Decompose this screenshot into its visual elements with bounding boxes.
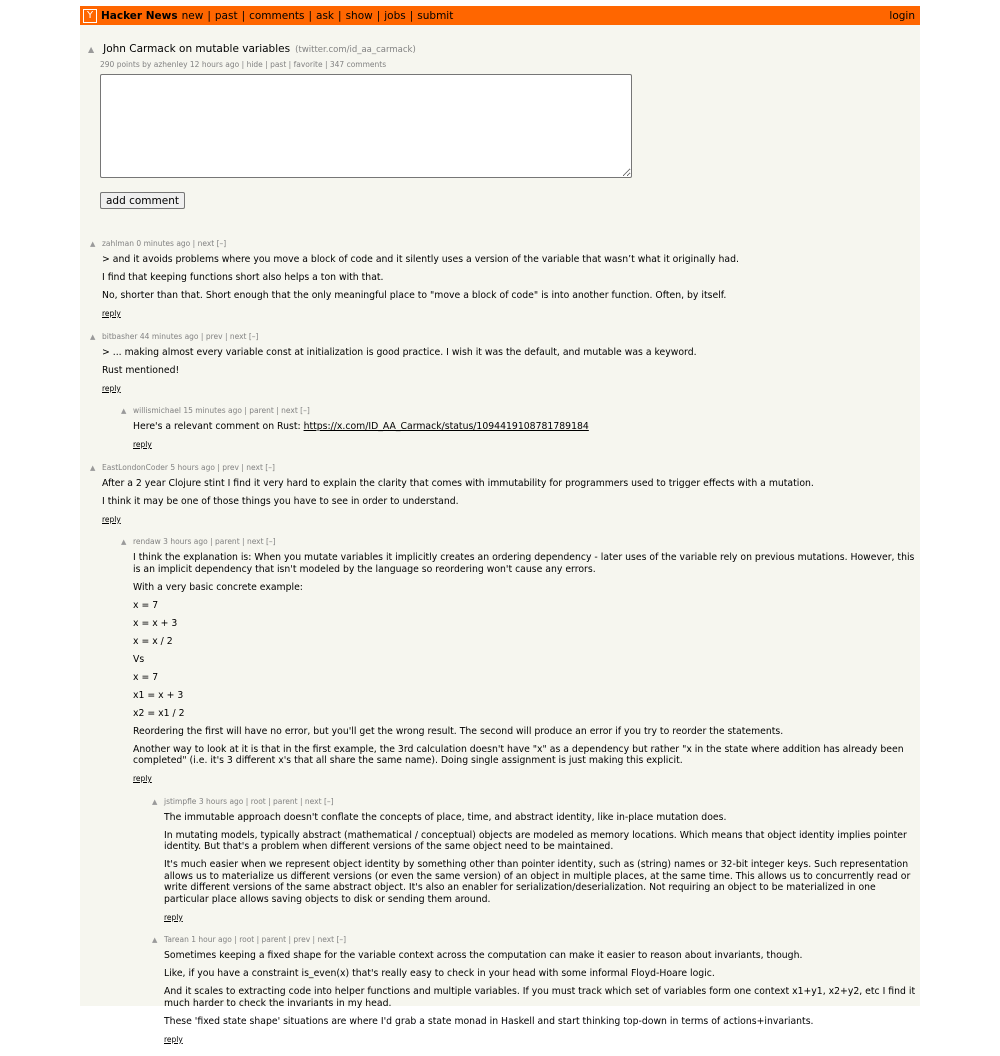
comment xyxy=(90,238,916,320)
story-by: by xyxy=(142,60,152,69)
nav-past[interactable]: past xyxy=(214,9,238,22)
separator: | xyxy=(254,935,262,944)
reply-link[interactable]: reply xyxy=(133,774,152,783)
separator: | xyxy=(286,935,294,944)
comment-link-next[interactable]: next xyxy=(246,537,264,546)
comment-body xyxy=(133,421,916,451)
comment-age[interactable]: 0 minutes ago xyxy=(136,239,191,248)
comment-paragraph: I think the explanation is: When you mutate variables it implicitly creates an ordering dependency - later uses of the variable rely on previous mutations. However, this is an implicit dependency that isn't modeled by the language so reordering won't cause any errors. xyxy=(133,552,915,575)
top-bar xyxy=(80,6,920,25)
comment-link-parent[interactable]: parent xyxy=(273,796,298,806)
comment-user[interactable]: jstimpfle xyxy=(164,796,197,806)
comment-paragraph: x2 = x1 / 2 xyxy=(133,707,185,719)
comment-age[interactable]: 1 hour ago xyxy=(191,935,232,944)
comment-link-next[interactable]: next xyxy=(281,406,298,415)
comment-header xyxy=(152,934,916,946)
separator: | xyxy=(190,239,198,248)
comment-link-root[interactable]: root xyxy=(250,796,266,806)
comment-paragraph: x = 7 xyxy=(133,671,159,683)
site-name[interactable]: Hacker News xyxy=(101,9,178,22)
comment-body xyxy=(102,478,916,526)
comment-user[interactable]: rendaw xyxy=(133,537,161,546)
comment-paragraph: > ... making almost every variable const at initialization is good practice. I wish it was the default, and mutable was a keyword. xyxy=(102,346,697,358)
comment-paragraph: Sometimes keeping a fixed shape for the variable context across the computation can make it easier to reason about invariants, though. xyxy=(164,950,803,961)
comment-age[interactable]: 15 minutes ago xyxy=(183,406,242,415)
comment-paragraph: And it scales to extracting code into helper functions and multiple variables. If you must track which set of variables form one context x1+y1, x2+y2, etc I find it much harder to check the invariants in my head. xyxy=(164,986,916,1009)
comment xyxy=(121,536,916,785)
upvote-icon[interactable]: ▲ xyxy=(152,797,158,806)
comment-user[interactable]: bitbasher xyxy=(102,331,138,341)
upvote-icon[interactable]: ▲ xyxy=(90,463,96,472)
comment-link-next[interactable]: next xyxy=(229,331,247,341)
comment-paragraph: After a 2 year Clojure stint I find it very hard to explain the clarity that comes with immutability for programmers used to trigger effects with a mutation. xyxy=(102,477,814,489)
comment-link-prev[interactable]: prev xyxy=(205,331,223,341)
comment-paragraph: These 'fixed state shape' situations are where I'd grab a state monad in Haskell and start thinking top-down in terms of actions+invariants. xyxy=(164,1015,814,1027)
comment-paragraph: x = 7 xyxy=(133,599,159,611)
comment-paragraph: Rust mentioned! xyxy=(102,364,180,376)
comment-paragraph: Vs xyxy=(133,653,145,665)
story-link-favorite[interactable]: favorite xyxy=(293,60,323,69)
comment-age[interactable]: 3 hours ago xyxy=(198,796,244,806)
comment-link-next[interactable]: next xyxy=(317,935,335,944)
reply-link[interactable]: reply xyxy=(133,440,152,449)
separator: | xyxy=(207,537,216,546)
page xyxy=(80,6,920,1044)
comment-link-parent[interactable]: parent xyxy=(249,406,274,415)
comment-body xyxy=(102,254,916,320)
upvote-icon[interactable]: ▲ xyxy=(121,407,127,415)
nav-separator: | xyxy=(376,9,381,22)
separator: | xyxy=(243,796,251,806)
comment xyxy=(90,331,916,395)
comment-user[interactable]: zahlman xyxy=(102,239,135,248)
story-link-past[interactable]: past xyxy=(270,60,287,69)
reply-link[interactable]: reply xyxy=(164,1034,183,1044)
collapse-toggle[interactable]: [–] xyxy=(336,935,347,944)
comment-paragraph: No, shorter than that. Short enough that the only meaningful place to "move a block of code" is into another function. Often, by itself. xyxy=(102,290,727,301)
comment-header xyxy=(121,405,916,417)
reply-link[interactable]: reply xyxy=(102,309,121,318)
separator: | xyxy=(241,60,247,69)
upvote-icon[interactable]: ▲ xyxy=(121,538,127,546)
comment-paragraph: x = x / 2 xyxy=(133,635,173,647)
login-link[interactable]: login xyxy=(889,9,915,22)
story-points: 290 points xyxy=(100,60,140,69)
separator: | xyxy=(241,406,250,415)
comment xyxy=(152,796,916,924)
comment xyxy=(152,934,916,1045)
separator: | xyxy=(297,796,305,806)
comment-header xyxy=(90,331,916,343)
reply-link[interactable]: reply xyxy=(102,383,121,393)
comment-textarea[interactable] xyxy=(100,74,632,178)
comment-link-prev[interactable]: prev xyxy=(293,935,311,944)
comment-user[interactable]: Tarean xyxy=(164,935,189,944)
story-links xyxy=(242,60,387,69)
comment-paragraph: I think it may be one of those things you have to see in order to understand. xyxy=(102,495,459,507)
nav-separator: | xyxy=(308,9,313,22)
nav-jobs[interactable]: jobs xyxy=(384,9,406,22)
separator: | xyxy=(262,60,271,69)
separator: | xyxy=(198,331,206,341)
nav-ask[interactable]: ask xyxy=(316,9,335,22)
comment-paragraph: With a very basic concrete example: xyxy=(133,581,303,593)
separator: | xyxy=(310,935,318,944)
comment-link-root[interactable]: root xyxy=(239,935,255,944)
comment-paragraph: Another way to look at it is that in the first example, the 3rd calculation doesn't have "x" as a dependency but rather "x in the state where addition has already been completed" (i.e. it's 3 different x's that all share the same name). Doing single assignment is just making this explicit. xyxy=(133,743,904,766)
separator: | xyxy=(238,462,247,472)
comment xyxy=(90,462,916,526)
separator: | xyxy=(273,406,282,415)
comment-paragraph: In mutating models, typically abstract (mathematical / conceptual) objects are modeled as memory locations. Which means that object identity implies pointer identity. But that's a problem when different versions of the same object need to be maintained. xyxy=(164,829,907,852)
comment-header xyxy=(121,536,916,548)
story-link-hide[interactable]: hide xyxy=(246,60,263,69)
upvote-icon[interactable]: ▲ xyxy=(90,332,96,341)
comment-age[interactable]: 3 hours ago xyxy=(163,537,208,546)
story-subline xyxy=(100,60,416,69)
comment-link-next[interactable]: next xyxy=(246,462,263,472)
comment-paragraph: > and it avoids problems where you move a block of code and it silently uses a version of the variable that wasn’t what it originally had. xyxy=(102,254,739,265)
comment-body xyxy=(164,950,916,1045)
comment-body xyxy=(102,347,916,395)
nav-separator: | xyxy=(241,9,246,22)
nav-separator: | xyxy=(409,9,414,22)
comment-age[interactable]: 5 hours ago xyxy=(170,462,215,472)
story-age[interactable]: 12 hours ago xyxy=(189,60,240,69)
separator: | xyxy=(286,60,294,69)
collapse-toggle[interactable]: [–] xyxy=(323,796,334,806)
upvote-icon[interactable]: ▲ xyxy=(152,936,158,944)
comment-header xyxy=(90,238,916,250)
comment-paragraph: The immutable approach doesn't conflate the concepts of place, time, and abstract identity, like in-place mutation does. xyxy=(164,811,727,823)
comment-paragraph: x1 = x + 3 xyxy=(133,689,184,701)
nav-new[interactable]: new xyxy=(181,9,204,22)
collapse-toggle[interactable]: [–] xyxy=(265,537,276,546)
separator: | xyxy=(231,935,240,944)
story-link-347-comments[interactable]: 347 comments xyxy=(329,60,387,69)
collapse-toggle[interactable]: [–] xyxy=(248,331,259,341)
comment-link-prev[interactable]: prev xyxy=(222,462,239,472)
comment-paragraph: Here's a relevant comment on Rust: https://x.com/ID_AA_Carmack/status/1094419108781789184 xyxy=(133,421,589,432)
comment-header xyxy=(90,462,916,474)
separator: | xyxy=(222,331,230,341)
logo[interactable]: Y xyxy=(83,9,97,23)
comment-link-parent[interactable]: parent xyxy=(215,537,240,546)
story-user[interactable]: azhenley xyxy=(153,60,188,69)
separator: | xyxy=(322,60,330,69)
comment-paragraph: I find that keeping functions short also helps a ton with that. xyxy=(102,272,384,283)
comment-link-next[interactable]: next xyxy=(197,239,215,248)
comment-header xyxy=(152,796,916,808)
comment-external-link[interactable]: https://x.com/ID_AA_Carmack/status/1094419108781789184 xyxy=(303,421,589,432)
reply-link[interactable]: reply xyxy=(102,514,121,524)
comment-paragraph: It's much easier when we represent object identity by something other than pointer identity, such as (string) names or 32-bit integer keys. Such representation allows us to materialize us different versions (or even the same version) of an object in multiple places, at the same time. This allows us to concurrently read or write different versions of the same abstract object. It's also an enabler for serialization/deserialization. Not requiring an object to be materialized in one particular place allows saving objects to disk or sending them around. xyxy=(164,859,911,905)
comment-age[interactable]: 44 minutes ago xyxy=(139,331,199,341)
comment-user[interactable]: willismichael xyxy=(133,406,181,415)
separator: | xyxy=(265,796,274,806)
reply-link[interactable]: reply xyxy=(164,912,183,922)
story-title[interactable]: John Carmack on mutable variables xyxy=(103,43,291,55)
comment xyxy=(121,405,916,451)
collapse-toggle[interactable]: [–] xyxy=(265,462,275,472)
comment-paragraph: Reordering the first will have no error, but you'll get the wrong result. The second will produce an error if you try to reorder the statements. xyxy=(133,725,784,737)
comment-paragraph: Like, if you have a constraint is_even(x) that's really easy to check in your head with some informal Floyd-Hoare logic. xyxy=(164,968,715,979)
nav-show[interactable]: show xyxy=(345,9,373,22)
comment-link-next[interactable]: next xyxy=(304,796,322,806)
collapse-toggle[interactable]: [–] xyxy=(216,239,227,248)
comment-paragraph: x = x + 3 xyxy=(133,617,178,629)
add-comment-button[interactable]: add comment xyxy=(100,192,185,209)
comment-body xyxy=(133,552,916,785)
separator: | xyxy=(214,462,223,472)
comment-link-parent[interactable]: parent xyxy=(261,935,287,944)
nav-separator: | xyxy=(338,9,342,22)
nav-separator: | xyxy=(207,9,211,22)
comment-tree xyxy=(90,238,916,1056)
nav-comments[interactable]: comments xyxy=(249,9,305,22)
nav-links xyxy=(182,10,454,22)
nav-submit[interactable]: submit xyxy=(417,9,454,22)
separator: | xyxy=(239,537,247,546)
comment-user[interactable]: EastLondonCoder xyxy=(102,462,168,472)
comment-body xyxy=(164,812,916,924)
upvote-icon[interactable]: ▲ xyxy=(88,45,95,54)
upvote-icon[interactable]: ▲ xyxy=(90,240,96,248)
story-site[interactable]: (twitter.com/id_aa_carmack) xyxy=(295,45,416,55)
collapse-toggle[interactable]: [–] xyxy=(300,406,310,415)
story xyxy=(88,37,416,69)
